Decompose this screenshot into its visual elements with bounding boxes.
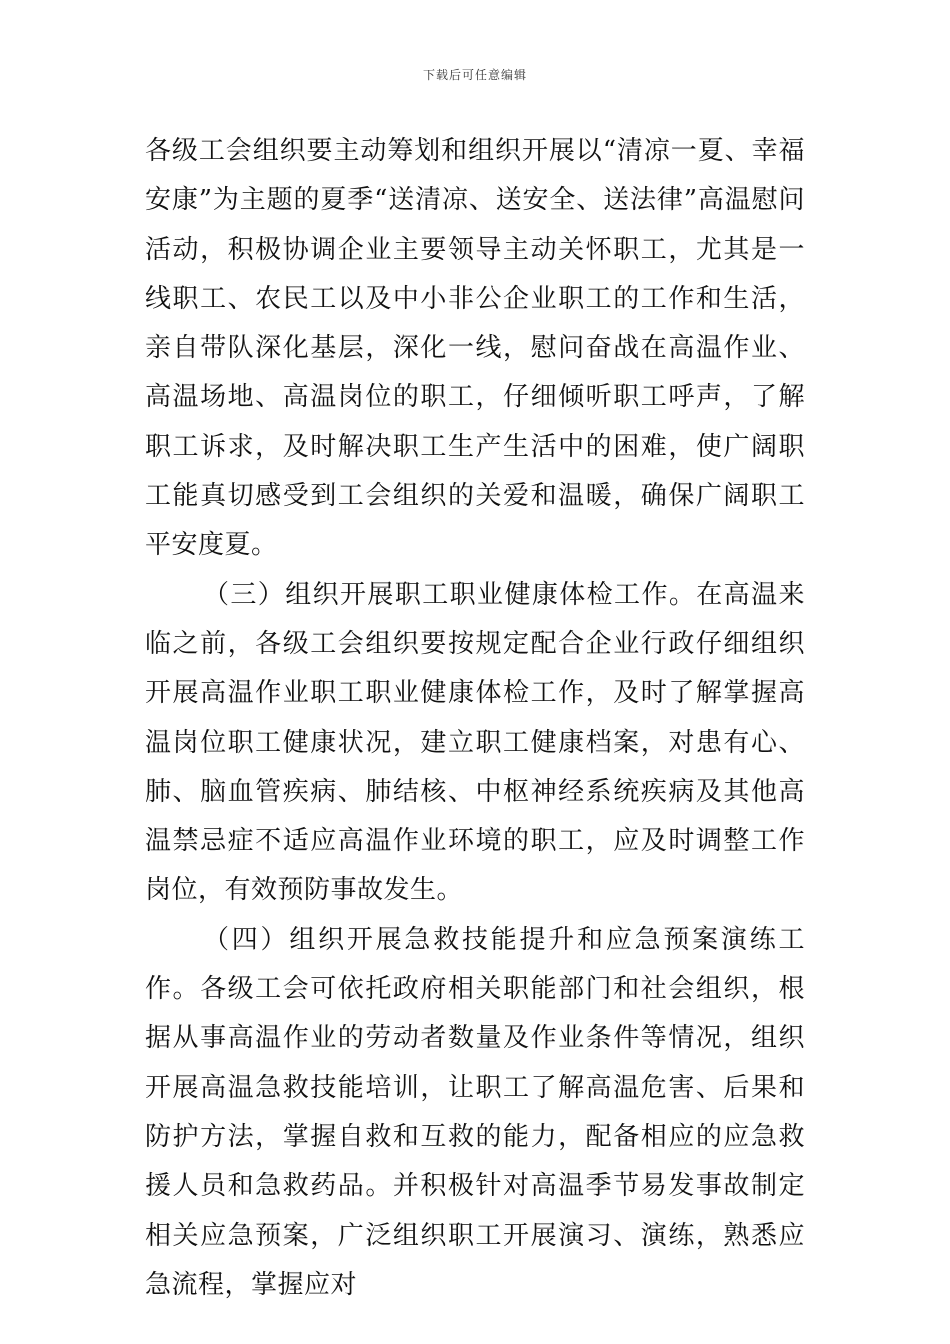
paragraph-3-section-four: （四）组织开展急救技能提升和应急预案演练工作。各级工会可依托政府相关职能部门和社会组织，根据从事高温作业的劳动者数量及作业条件等情况，组织开展高温急救技能培训，让职工了解高温危害、后果和防护方法，掌握自救和互救的能力，配备相应的应急救援人员和急救药品。并积极针对高温季节易发事故制定相关应急预案，广泛组织职工开展演习、演练，熟悉应急流程，掌握应对 (145, 924, 805, 1300)
paragraph-2-section-three: （三）组织开展职工职业健康体检工作。在高温来临之前，各级工会组织要按规定配合企业行政仔细组织开展高温作业职工职业健康体检工作，及时了解掌握高温岗位职工健康状况，建立职工健康档案，对患有心、肺、脑血管疾病、肺结核、中枢神经系统疾病及其他高温禁忌症不适应高温作业环境的职工，应及时调整工作岗位，有效预防事故发生。 (145, 579, 805, 906)
paragraph-1: 各级工会组织要主动筹划和组织开展以“清凉一夏、幸福安康”为主题的夏季“送清凉、送安全、送法律”高温慰问活动，积极协调企业主要领导主动关怀职工，尤其是一线职工、农民工以及中小非公企业职工的工作和生活，亲自带队深化基层，深化一线，慰问奋战在高温作业、高温场地、高温岗位的职工，仔细倾听职工呼声，了解职工诉求，及时解决职工生产生活中的困难，使广阔职工能真切感受到工会组织的关爱和温暖，确保广阔职工平安度夏。 (145, 136, 805, 561)
page-header: 下载后可任意编辑 (422, 68, 527, 82)
document-body (145, 127, 805, 1310)
